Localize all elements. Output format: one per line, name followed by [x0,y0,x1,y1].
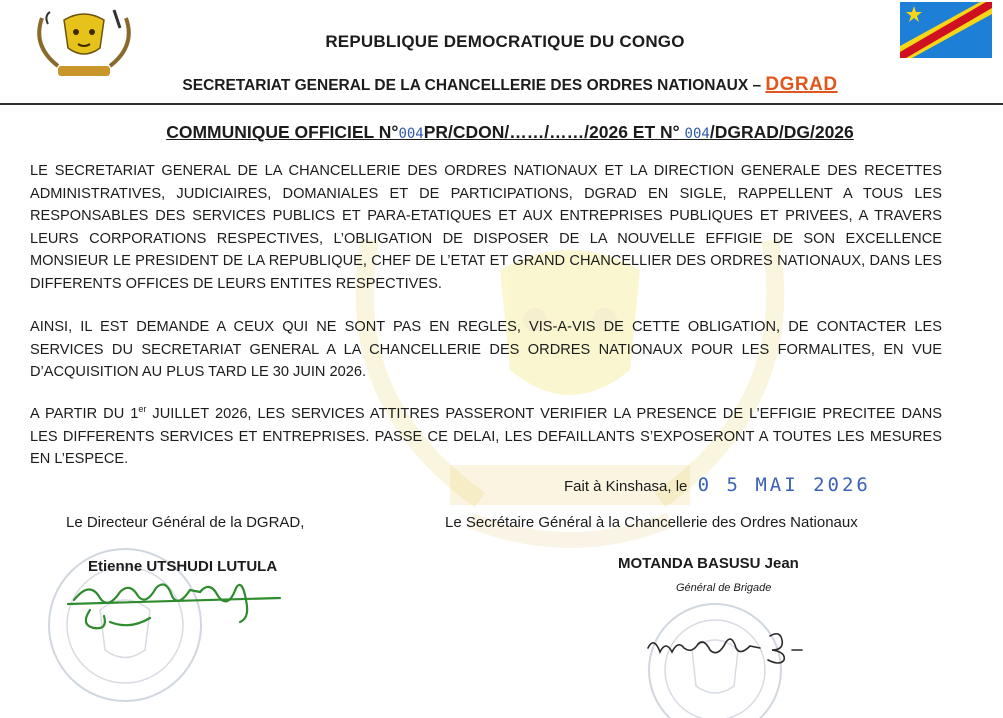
place-date [564,474,871,496]
ordinal-superscript: er [138,404,147,415]
right-signatory-role: Le Secrétaire Général à la Chancellerie des Ordres Nationaux [445,514,858,531]
right-signatory-name: MOTANDA BASUSU Jean [618,555,799,572]
paragraph-1: LE SECRETARIAT GENERAL DE LA CHANCELLERIE DES ORDRES NATIONAUX ET LA DIRECTION GENERALE DES RECETTES ADMINISTRATIVES, JUDICIAIRES, DOMANIALES ET DE PARTICIPATIONS, DGRAD EN SIGLE, RAPPELLENT A TOUS LES RESPONSABLES DES SERVICES PUBLICS ET PARA-ETATIQUES ET AUX ENTREPRISES PUBLIQUES ET PRIVEES, A TRAVERS LEURS CORPORATIONS RESPECTIVES, L’OBLIGATION DE DISPOSER DE LA NOUVELLE EFFIGIE DE SON EXCELLENCE MONSIEUR LE PRESIDENT DE LA REPUBLIQUE, CHEF DE L’ETAT ET GRAND CHANCELLIER DES ORDRES NATIONAUX, DANS LES DIFFERENTS OFFICES DE LEURS ENTITES RESPECTIVES. [30,163,942,292]
signature-right [640,618,820,678]
handwritten-number-2: 004 [684,126,710,142]
header-dgrad-handwritten: DGRAD [765,74,838,95]
title-prefix: COMMUNIQUE OFFICIEL N° [166,122,399,142]
header-secretariat [60,74,960,96]
drc-flag-icon [900,2,992,58]
header-divider [0,103,1003,105]
left-signatory-name: Etienne UTSHUDI LUTULA [88,558,278,575]
handwritten-number-1: 004 [398,126,424,142]
place-text: Fait à Kinshasa, le [564,478,688,495]
communique-title [60,122,960,143]
title-suffix: /DGRAD/DG/2026 [709,122,854,142]
paragraph-3 [30,403,942,471]
paragraph-3-start: A PARTIR DU 1 [30,406,139,422]
paragraph-3-rest: JUILLET 2026, LES SERVICES ATTITRES PASSERONT VERIFIER LA PRESENCE DE L’EFFIGIE PRECITEE DANS LES DIFFERENTS SERVICES ET ENTREPRISES. PASSE CE DELAI, LES DEFAILLANTS S’EXPOSERONT A TOUTES LES MESURES EN L’ESPECE. [30,406,942,468]
coat-of-arms-logo [28,6,140,80]
header-country: REPUBLIQUE DEMOCRATIQUE DU CONGO [325,32,685,51]
left-signatory-role: Le Directeur Général de la DGRAD, [66,514,305,531]
title-middle: PR/CDON/……/……/2026 ET N° [423,122,680,142]
header-secretariat-text: SECRETARIAT GENERAL DE LA CHANCELLERIE DES ORDRES NATIONAUX – [182,77,762,94]
right-signatory-rank: Général de Brigade [676,582,772,594]
paragraph-2: AINSI, IL EST DEMANDE A CEUX QUI NE SONT PAS EN REGLES, VIS-A-VIS DE CETTE OBLIGATION, DE CONTACTER LES SERVICES DU SECRETARIAT GENERAL A LA CHANCELLERIE DES ORDRES NATIONAUX POUR LES FORMALITES, EN VUE D’ACQUISITION AU PLUS TARD LE 30 JUIN 2026. [30,319,942,381]
signature-left [60,570,330,650]
date-stamp: 0 5 MAI 2026 [697,474,871,496]
